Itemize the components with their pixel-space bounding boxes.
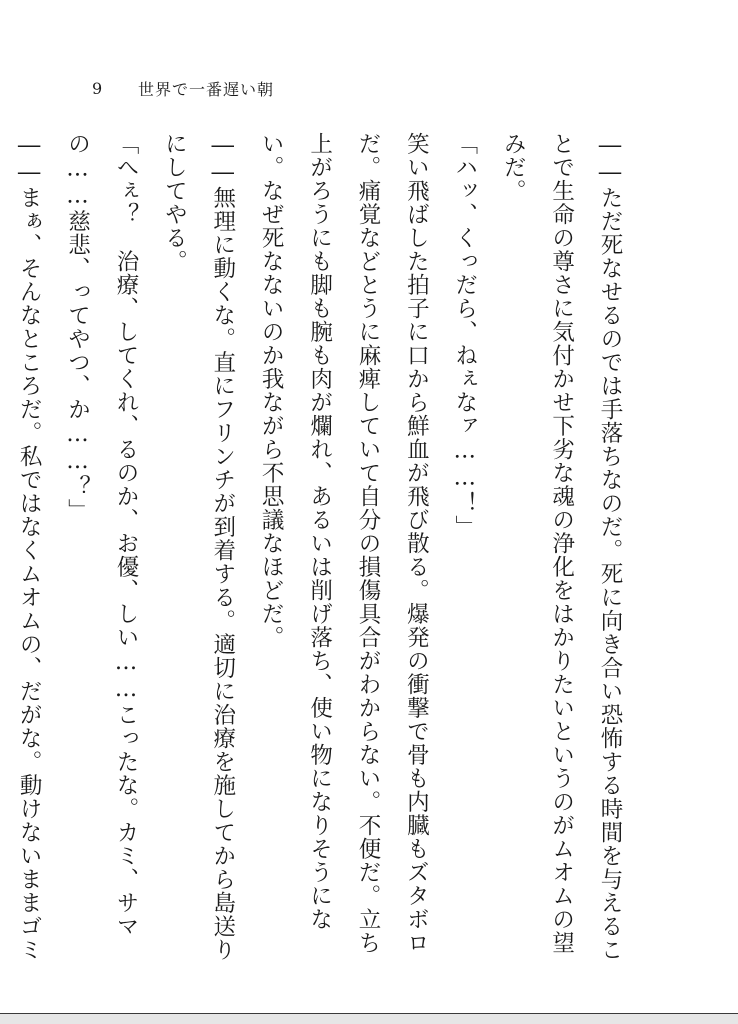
chapter-title: 世界で一番遅い朝 [138, 79, 275, 99]
vertical-body-text [0, 132, 634, 977]
paragraph-narration-3: ――無理に動くな。直にフリンチが到着する。適切に治療を施してから島送りにしてやる。 [161, 132, 236, 962]
bottom-divider [0, 1013, 738, 1024]
paragraph-narration-1: ――ただ死なせるのでは手落ちなのだ。死に向き合い恐怖する時間を与えることで生命の尊さに気付かせ下劣な魂の浄化をはかりたいというのがムオムの望みだ。 [500, 132, 623, 962]
page-number: 9 [92, 78, 104, 98]
running-header [92, 76, 274, 100]
paragraph-narration-2: 笑い飛ばした拍子に口から鮮血が飛び散る。爆発の衝撃で骨も内臓もズタボロだ。痛覚などとうに麻痺していて自分の損傷具合がわからない。不便だ。立ち上がろうにも脚も腕も肉が爛れ、あるいは削げ落ち、使い物になりそうにない。なぜ死なないのか我ながら不思議なほどだ。 [258, 132, 430, 955]
paragraph-dialogue-1: 「ハッ、くっだら、ねぇなァ……！」 [451, 132, 478, 539]
paragraph-narration-4: ――まぁ、そんなところだ。私ではなくムオムの、だがな。動けないままゴミ [16, 132, 43, 962]
paragraph-dialogue-2: 「へぇ？ 治療、してくれ、るのか、お優、しい……こったな。カミ、サマの……慈悲、ってやつ、か……？」 [64, 132, 139, 938]
